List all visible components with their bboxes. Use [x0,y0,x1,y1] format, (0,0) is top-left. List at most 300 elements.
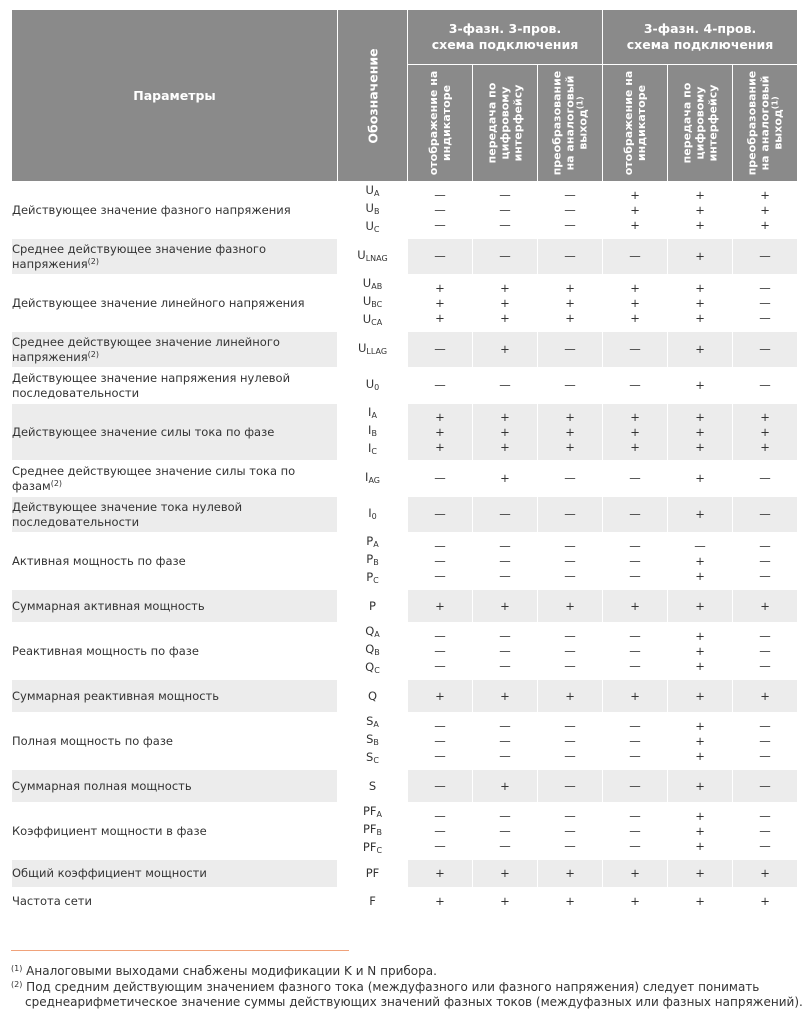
unsupported-mark: — [499,718,511,733]
footnote-text: Аналоговыми выходами снабжены модификации K и N прибора. [26,964,437,978]
parameter-name-text: Действующее значение линейного напряжения [12,295,305,310]
value-cell [733,590,798,623]
value-cell [668,770,733,803]
parameter-name [12,888,338,916]
unsupported-mark: — [629,823,641,838]
table-row [12,590,798,623]
parameter-name-text: Реактивная мощность по фазе [12,643,199,658]
symbol-subscript: A [371,411,377,420]
symbol: U [365,201,374,215]
unsupported-mark: — [564,748,576,763]
symbol: U [362,312,372,326]
value-cell [603,368,668,404]
table-body [12,182,798,916]
supported-mark: + [695,342,705,356]
unsupported-mark: — [759,838,771,853]
unsupported-mark: — [629,507,641,521]
header-line: на аналоговый [563,75,577,171]
supported-mark: + [695,778,705,793]
header-parameters: Параметры [12,10,338,182]
supported-mark: + [695,838,705,853]
value-cell [538,239,603,275]
table-row [12,239,798,275]
value-cell [733,404,798,461]
unsupported-mark: — [629,378,641,392]
value-cell [668,332,733,368]
value-cell [733,239,798,275]
value-cell [733,623,798,680]
footnote-ref: (2) [87,256,99,266]
supported-mark: + [695,439,705,454]
symbol-subscript: LLAG [366,346,388,356]
group1-subtitle: схема подключения [431,37,579,52]
supported-mark: + [695,733,705,748]
value-cell [408,332,473,368]
supported-mark: + [435,409,445,424]
parameter-name-text: Общий коэффициент мощности [12,866,207,880]
supported-mark: + [695,295,705,310]
parameter-name [12,332,338,368]
table-row [12,461,798,497]
unsupported-mark: — [434,823,446,838]
header-line: передача по [680,82,694,164]
footnote-list [11,964,808,1011]
unsupported-mark: — [564,838,576,853]
unsupported-mark: — [564,823,576,838]
supported-mark: + [565,280,575,295]
header-analog-output-g1 [538,65,603,182]
header-display-indicator-g2 [603,65,668,182]
symbol: U [365,376,375,391]
unsupported-mark: — [564,471,576,485]
unsupported-mark: — [759,718,771,733]
supported-mark: + [695,568,705,583]
value-cell [473,368,538,404]
supported-mark: + [695,894,705,908]
value-cell [408,590,473,623]
value-cell [408,680,473,713]
supported-mark: + [565,439,575,454]
symbol: U [365,219,374,233]
value-cell [408,888,473,916]
value-cell [538,497,603,533]
value-cell [603,182,668,239]
value-cell [408,404,473,461]
supported-mark: + [630,894,640,908]
supported-mark: + [760,409,770,424]
parameter-name-text: Суммарная полная мощность [12,778,192,793]
header-digital-interface-label [486,68,525,178]
symbol: P [369,598,376,613]
supported-mark: + [630,439,640,454]
symbol: S [366,732,374,746]
supported-mark: + [760,424,770,439]
unsupported-mark: — [434,808,446,823]
value-cell [408,368,473,404]
designation [338,332,408,368]
table-row [12,497,798,533]
unsupported-mark: — [759,733,771,748]
unsupported-mark: — [564,187,576,202]
symbol: PF [365,866,380,880]
supported-mark: + [695,628,705,643]
supported-mark: + [435,598,445,613]
value-cell [473,533,538,590]
unsupported-mark: — [499,249,511,263]
symbol: Q [365,660,375,674]
value-cell [733,332,798,368]
unsupported-mark: — [759,628,771,643]
unsupported-mark: — [564,217,576,232]
parameter-name [12,404,338,461]
supported-mark: + [760,688,770,703]
parameter-name [12,533,338,590]
supported-mark: + [565,409,575,424]
supported-mark: + [695,866,705,880]
unsupported-mark: — [759,249,771,263]
unsupported-mark: — [434,249,446,263]
supported-mark: + [435,295,445,310]
unsupported-mark: — [759,778,771,793]
group2-subtitle: схема подключения [626,37,774,52]
unsupported-mark: — [759,538,771,553]
header-designation-label: Обозначение [365,47,380,144]
value-cell [538,332,603,368]
value-cell [408,533,473,590]
unsupported-mark: — [629,628,641,643]
parameter-name-text: Действующее значение фазного напряжения [12,202,291,217]
value-cell [473,623,538,680]
supported-mark: + [695,249,705,263]
unsupported-mark: — [499,187,511,202]
supported-mark: + [500,295,510,310]
supported-mark: + [500,310,510,325]
footnote-number: (1) [11,964,23,973]
unsupported-mark: — [434,342,446,356]
value-cell [603,680,668,713]
symbol-subscript: C [373,756,379,765]
value-cell [733,368,798,404]
unsupported-mark: — [629,249,641,263]
footnote-line [11,995,808,1011]
parameter-name [12,623,338,680]
unsupported-mark: — [629,538,641,553]
value-cell [668,404,733,461]
footnote-number: (2) [11,979,23,989]
designation [338,713,408,770]
value-cell [408,713,473,770]
unsupported-mark: — [759,748,771,763]
table-row [12,182,798,239]
symbol: U [365,183,374,197]
symbol: I [368,405,372,419]
header-line: отображение на [622,70,636,176]
unsupported-mark: — [629,471,641,485]
value-cell [733,533,798,590]
symbol: S [368,778,377,793]
designation [338,533,408,590]
value-cell [538,680,603,713]
value-cell [473,404,538,461]
value-cell [538,713,603,770]
value-cell [733,275,798,332]
value-cell [603,404,668,461]
value-cell [473,182,538,239]
symbol-subscript: C [371,447,377,456]
value-cell [603,275,668,332]
value-cell [473,803,538,860]
symbol: U [357,247,366,262]
unsupported-mark: — [629,838,641,853]
supported-mark: + [695,688,705,703]
unsupported-mark: — [564,778,576,793]
unsupported-mark: — [629,643,641,658]
supported-mark: + [630,866,640,880]
designation [338,860,408,888]
parameter-name [12,770,338,803]
value-cell [473,888,538,916]
footnote-line [11,964,808,980]
unsupported-mark: — [434,658,446,673]
unsupported-mark: — [499,733,511,748]
unsupported-mark: — [499,507,511,521]
designation [338,888,408,916]
table-row [12,888,798,916]
value-cell [538,182,603,239]
value-cell [603,803,668,860]
group1-title: 3-фазн. 3-пров. [448,21,562,36]
designation [338,404,408,461]
header-display-indicator-label [622,68,648,178]
table-row [12,680,798,713]
parameter-name [12,182,338,239]
unsupported-mark: — [564,733,576,748]
symbol: I [368,423,372,437]
parameters-table [11,9,798,916]
unsupported-mark: — [434,217,446,232]
supported-mark: + [500,439,510,454]
symbol-subscript: B [371,429,377,438]
value-cell [733,860,798,888]
value-cell [603,713,668,770]
symbol-subscript: C [373,576,379,585]
value-cell [473,770,538,803]
unsupported-mark: — [759,658,771,673]
unsupported-mark: — [499,823,511,838]
supported-mark: + [565,295,575,310]
parameter-name-text: Среднее действующее значение фазного напряжения [12,241,267,271]
value-cell [668,680,733,713]
header-display-indicator-label [427,68,453,178]
group2-title: 3-фазн. 4-пров. [643,21,757,36]
unsupported-mark: — [629,778,641,793]
unsupported-mark: — [564,658,576,673]
symbol-subscript: CA [371,318,383,327]
table-row [12,770,798,803]
value-cell [668,275,733,332]
supported-mark: + [630,598,640,613]
supported-mark: + [695,280,705,295]
symbol-subscript: 0 [371,511,377,521]
header-group-4wire [603,10,798,65]
unsupported-mark: — [629,718,641,733]
supported-mark: + [630,295,640,310]
symbol-subscript: C [376,846,383,855]
unsupported-mark: — [499,378,511,392]
unsupported-mark: — [499,628,511,643]
value-cell [603,860,668,888]
unsupported-mark: — [434,553,446,568]
supported-mark: + [760,866,770,880]
unsupported-mark: — [694,538,706,553]
value-cell [473,461,538,497]
supported-mark: + [630,217,640,232]
unsupported-mark: — [759,823,771,838]
value-cell [733,770,798,803]
unsupported-mark: — [499,538,511,553]
unsupported-mark: — [434,778,446,793]
value-cell [538,623,603,680]
symbol-subscript: B [374,648,380,657]
symbol-subscript: B [376,828,383,837]
unsupported-mark: — [629,658,641,673]
parameter-name [12,680,338,713]
symbol-subscript: 0 [374,382,380,392]
parameter-name [12,368,338,404]
supported-mark: + [565,866,575,880]
supported-mark: + [565,310,575,325]
supported-mark: + [435,688,445,703]
designation [338,182,408,239]
table-row [12,713,798,770]
supported-mark: + [630,688,640,703]
table-row [12,368,798,404]
symbol: F [369,894,376,908]
value-cell [603,239,668,275]
supported-mark: + [695,718,705,733]
symbol: I [368,441,372,455]
footnote-separator [11,950,349,951]
symbol: Q [365,624,375,638]
value-cell [603,497,668,533]
supported-mark: + [500,471,510,485]
value-cell [538,803,603,860]
supported-mark: + [435,439,445,454]
parameter-name-text: Полная мощность по фазе [12,733,174,748]
supported-mark: + [695,217,705,232]
header-analog-output-g2 [733,65,798,182]
symbol-subscript: A [373,720,379,729]
supported-mark: + [695,507,705,521]
value-cell [473,275,538,332]
symbol-subscript: AB [371,282,383,291]
supported-mark: + [500,280,510,295]
supported-mark: + [695,378,705,392]
unsupported-mark: — [499,808,511,823]
unsupported-mark: — [564,808,576,823]
supported-mark: + [630,280,640,295]
symbol: U [357,340,367,355]
supported-mark: + [565,688,575,703]
value-cell [538,368,603,404]
value-cell [408,239,473,275]
supported-mark: + [500,342,510,356]
value-cell [408,275,473,332]
symbol-subscript: AG [368,475,380,485]
supported-mark: + [500,598,510,613]
value-cell [668,182,733,239]
supported-mark: + [760,894,770,908]
supported-mark: + [630,409,640,424]
value-cell [473,713,538,770]
parameter-name-text: Действующее значение силы тока по фазе [12,424,275,439]
value-cell [473,239,538,275]
parameter-name-text: Суммарная реактивная мощность [12,688,220,703]
parameter-name-text: Коэффициент мощности в фазе [12,823,207,838]
unsupported-mark: — [434,202,446,217]
symbol: P [366,570,374,584]
unsupported-mark: — [499,568,511,583]
parameter-name-text: Частота сети [12,894,92,908]
symbol: P [366,552,374,566]
header-designation [338,10,408,182]
header-digital-interface-g2 [668,65,733,182]
value-cell [603,623,668,680]
footnote-ref: (2) [87,349,99,359]
supported-mark: + [630,424,640,439]
unsupported-mark: — [564,553,576,568]
unsupported-mark: — [564,342,576,356]
table-row [12,404,798,461]
supported-mark: + [565,424,575,439]
footnote-ref: (1) [575,96,585,110]
unsupported-mark: — [434,568,446,583]
value-cell [473,497,538,533]
value-cell [408,461,473,497]
parameter-name [12,275,338,332]
supported-mark: + [435,894,445,908]
parameter-name [12,590,338,623]
supported-mark: + [760,598,770,613]
value-cell [538,770,603,803]
symbol: S [366,714,374,728]
header-line: выход [576,109,590,150]
unsupported-mark: — [564,718,576,733]
header-line: индикаторе [635,84,649,162]
value-cell [668,803,733,860]
unsupported-mark: — [759,310,771,325]
unsupported-mark: — [564,643,576,658]
symbol-subscript: C [373,225,380,234]
unsupported-mark: — [759,643,771,658]
supported-mark: + [435,866,445,880]
unsupported-mark: — [434,838,446,853]
header-line: преобразование [745,70,759,176]
header-digital-interface-label [681,68,720,178]
value-cell [408,860,473,888]
unsupported-mark: — [434,378,446,392]
unsupported-mark: — [759,280,771,295]
designation [338,497,408,533]
unsupported-mark: — [759,471,771,485]
unsupported-mark: — [499,217,511,232]
footnote-text: среднеарифметическое значение суммы действующих значений фазных токов (междуфазных или фазных напряжений). [25,995,803,1009]
supported-mark: + [500,424,510,439]
designation [338,275,408,332]
unsupported-mark: — [499,553,511,568]
supported-mark: + [695,409,705,424]
header-line: интерфейсу [706,84,720,162]
